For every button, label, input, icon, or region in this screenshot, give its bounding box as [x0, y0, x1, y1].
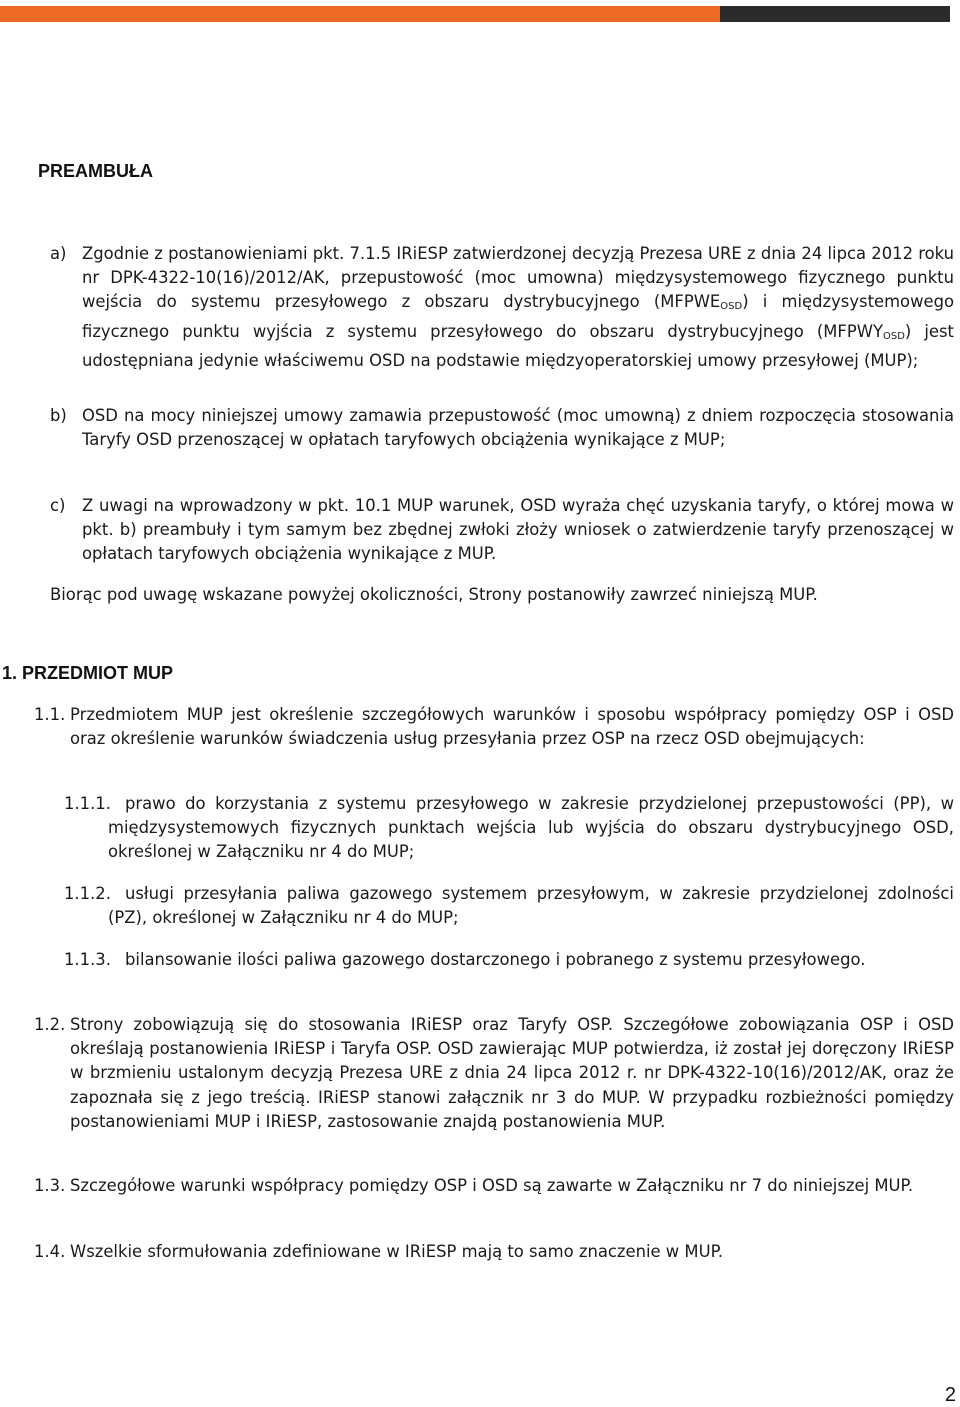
- clause-1-3-label: 1.3.: [34, 1176, 66, 1195]
- preamble-item-b-label: b): [50, 406, 67, 425]
- clause-1-3-text: Szczegółowe warunki współpracy pomiędzy OSP i OSD są zawarte w Załączniku nr 7 do niniejszej MUP.: [70, 1176, 914, 1195]
- clause-1-1-3: [64, 948, 954, 1004]
- preamble-item-a: [50, 242, 954, 392]
- preamble-title: PREAMBUŁA: [38, 161, 153, 181]
- header-bar-orange: [0, 6, 720, 22]
- page-number: 2: [944, 1384, 956, 1406]
- clause-1-2: [34, 1013, 954, 1163]
- section-1-title: 1. PRZEDMIOT MUP: [2, 663, 174, 683]
- clause-1-1-label: 1.1.: [34, 705, 66, 724]
- clause-1-1-1-text: prawo do korzystania z systemu przesyłowego w zakresie przydzielonej przepustowości (PP), w międzysystemowych fizycznych punktach wejścia lub wyjścia do obszaru dystrybucyjnego OSD, określonej w Załączniku nr 4 do MUP;: [108, 794, 954, 862]
- preamble-item-c-label: c): [50, 496, 66, 515]
- clause-1-2-text: Strony zobowiązują się do stosowania IRiESP oraz Taryfy OSP. Szczegółowe zobowiązania OSP i OSD określają postanowienia IRiESP i Taryfa OSP. OSD zawierając MUP potwierdza, iż został jej doręczony IRiESP w brzmieniu ustalonym decyzją Prezesa URE z dnia 24 lipca 2012 r. nr DPK-4322-10(16)/2012/AK, oraz że zapoznała się z jego treścią. IRiESP stanowi załącznik nr 3 do MUP. W przypadku rozbieżności pomiędzy postanowieniami MUP i IRiESP, zastosowanie znajdą postanowienia MUP.: [70, 1015, 954, 1131]
- preamble-item-c: [50, 494, 954, 574]
- preamble-item-a-text: Zgodnie z postanowieniami pkt. 7.1.5 IRiESP zatwierdzonej decyzją Prezesa URE z dnia 24 lipca 2012 roku nr DPK-4322-10(16)/2012/AK, przepustowość (moc umowna) międzysystemowego fizycznego punktu wejścia do systemu przesyłowego z obszaru dystrybucyjnego $(MFPWE_{OSD})$ i międzysystemowego fizycznego punktu wyjścia z systemu przesyłowego do obszaru dystrybucyjnego $(MFPWY_{OSD})$ jest udostępniana jedynie właściwemu OSD na podstawie międzyoperatorskiej umowy przesyłowej (MUP);: [82, 244, 955, 370]
- preamble-item-b: [50, 404, 954, 484]
- preamble-item-c-text: Z uwagi na wprowadzony w pkt. 10.1 MUP warunek, OSD wyraża chęć uzyskania taryfy, o której mowa w pkt. b) preambuły i tym samym bez zbędnej zwłoki złoży wniosek o zatwierdzenie taryfy przenoszącej w opłatach taryfowych obciążenia wynikające z MUP.: [82, 496, 954, 564]
- clause-1-1-1-label: 1.1.1.: [64, 794, 111, 813]
- preamble-item-a-label: a): [50, 244, 67, 263]
- clause-1-1-text: Przedmiotem MUP jest określenie szczegółowych warunków i sposobu współpracy pomiędzy OSP i OSD oraz określenie warunków świadczenia usług przesyłania przez OSP na rzecz OSD obejmujących:: [70, 705, 954, 749]
- clause-1-1-3-label: 1.1.3.: [64, 950, 111, 969]
- preamble-closing: Biorąc pod uwagę wskazane powyżej okoliczności, Strony postanowiły zawrzeć niniejszą MUP.: [50, 585, 818, 604]
- clause-1-2-label: 1.2.: [34, 1015, 66, 1034]
- clause-1-3: [34, 1174, 954, 1230]
- preamble-item-b-text: OSD na mocy niniejszej umowy zamawia przepustowość (moc umowną) z dniem rozpoczęcia stosowania Taryfy OSD przenoszącej w opłatach taryfowych obciążenia wynikające z MUP;: [82, 406, 954, 450]
- clause-1-1-2: [64, 882, 954, 938]
- header-accent-bar: [0, 6, 950, 22]
- clause-1-1-3-text: bilansowanie ilości paliwa gazowego dostarczonego i pobranego z systemu przesyłowego.: [125, 950, 866, 969]
- clause-1-4-text: Wszelkie sformułowania zdefiniowane w IRiESP mają to samo znaczenie w MUP.: [70, 1242, 724, 1261]
- header-bar-dark: [720, 6, 950, 22]
- clause-1-1-2-label: 1.1.2.: [64, 884, 111, 903]
- clause-1-1-1: [64, 792, 954, 872]
- clause-1-1: [34, 703, 954, 783]
- clause-1-4-label: 1.4.: [34, 1242, 66, 1261]
- clause-1-4: [34, 1240, 954, 1270]
- clause-1-1-2-text: usługi przesyłania paliwa gazowego systemem przesyłowym, w zakresie przydzielonej zdolności (PZ), określonej w Załączniku nr 4 do MUP;: [108, 884, 954, 928]
